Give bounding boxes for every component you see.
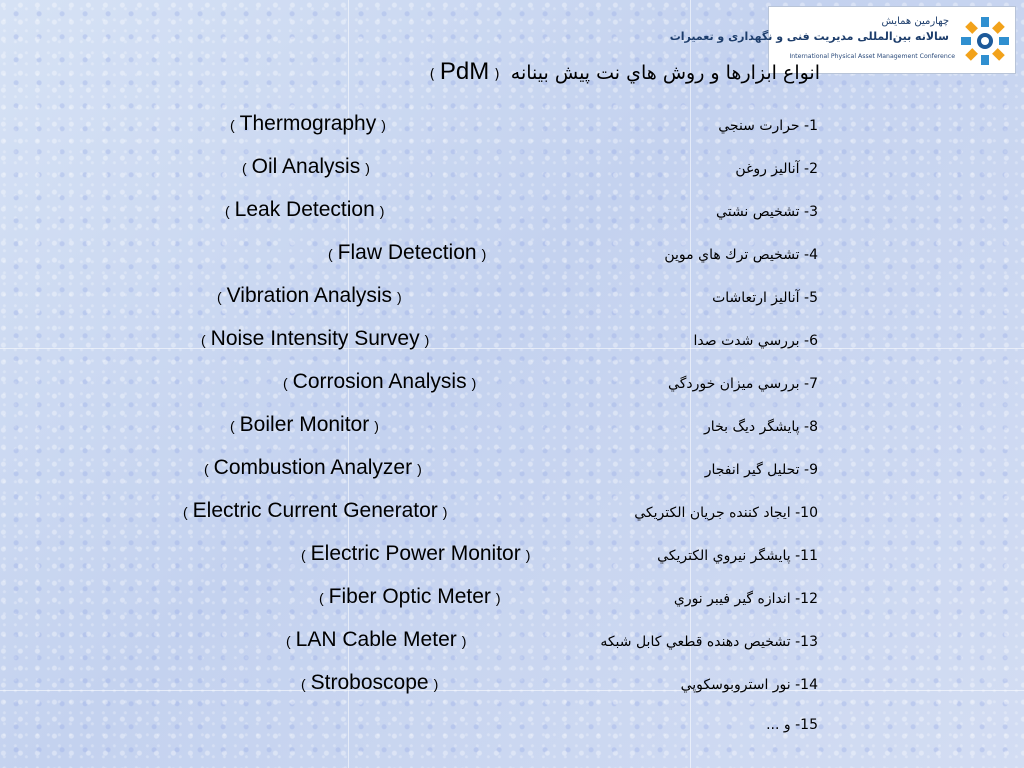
item-persian: 8- پایشگر دیگ بخار (704, 419, 818, 435)
list-item (0, 284, 1024, 330)
item-english: ( Stroboscope ) (301, 671, 439, 694)
list-item (0, 241, 1024, 287)
title-open-paren: ( (429, 67, 435, 83)
item-persian: 14- نور استروبوسکوپي (680, 677, 818, 693)
item-english: ( Electric Current Generator ) (183, 499, 448, 522)
title-close-paren: ) (494, 67, 500, 83)
item-english: ( Noise Intensity Survey ) (201, 327, 430, 350)
item-english: ( Boiler Monitor ) (230, 413, 379, 436)
item-persian: 9- تحلیل گیر انفجار (704, 462, 818, 478)
item-persian: 6- بررسي شدت صدا (693, 333, 818, 349)
logo-text-persian-line1: چهارمین همایش (881, 16, 949, 27)
item-persian: 1- حرارت سنجي (718, 118, 818, 134)
item-english: ( Flaw Detection ) (328, 241, 487, 264)
list-item (0, 413, 1024, 459)
item-persian: 2- آنالیز روغن (735, 161, 818, 177)
list-item (0, 155, 1024, 201)
item-english: ( Thermography ) (230, 112, 386, 135)
title-persian: انواع ابزارها و روش هاي نت پیش بینانه (510, 62, 820, 84)
item-english: ( Electric Power Monitor ) (301, 542, 531, 565)
item-persian: 3- تشخیص نشتي (716, 204, 818, 220)
title-abbreviation: PdM (439, 58, 490, 85)
item-persian: 11- پایشگر نیروي الکتریکي (657, 548, 818, 564)
list-item (0, 717, 1024, 757)
list-item (0, 499, 1024, 545)
page-title (300, 58, 820, 86)
item-persian: 12- اندازه گیر فیبر نوري (673, 591, 818, 607)
item-persian: 4- تشخیص ترك هاي موین (664, 247, 818, 263)
item-english: ( Leak Detection ) (225, 198, 385, 221)
item-persian: 13- تشخیص دهنده قطعي کابل شبکه (600, 634, 818, 650)
list-item (0, 628, 1024, 674)
list-item (0, 456, 1024, 502)
list-item (0, 112, 1024, 158)
list-item (0, 370, 1024, 416)
list-item (0, 198, 1024, 244)
logo-text-persian-line2: سالانه بین‌المللی مدیریت فنی و نگهداری و تعمیرات (669, 30, 949, 43)
item-persian: 5- آنالیز ارتعاشات (712, 290, 818, 306)
item-english: ( Combustion Analyzer ) (204, 456, 422, 479)
list-item (0, 671, 1024, 717)
item-english: ( Fiber Optic Meter ) (319, 585, 501, 608)
conference-emblem-icon (959, 15, 1011, 67)
list-item (0, 585, 1024, 631)
item-english: ( Corrosion Analysis ) (283, 370, 477, 393)
item-persian: 15- و ... (766, 717, 818, 733)
item-english: ( LAN Cable Meter ) (286, 628, 467, 651)
list-item (0, 327, 1024, 373)
item-english: ( Vibration Analysis ) (217, 284, 402, 307)
logo-text-english: International Physical Asset Management Conference (789, 53, 955, 60)
list-item (0, 542, 1024, 588)
item-persian: 7- بررسي میزان خوردگي (668, 376, 818, 392)
item-english: ( Oil Analysis ) (242, 155, 370, 178)
item-persian: 10- ایجاد کننده جریان الکتریکي (634, 505, 818, 521)
